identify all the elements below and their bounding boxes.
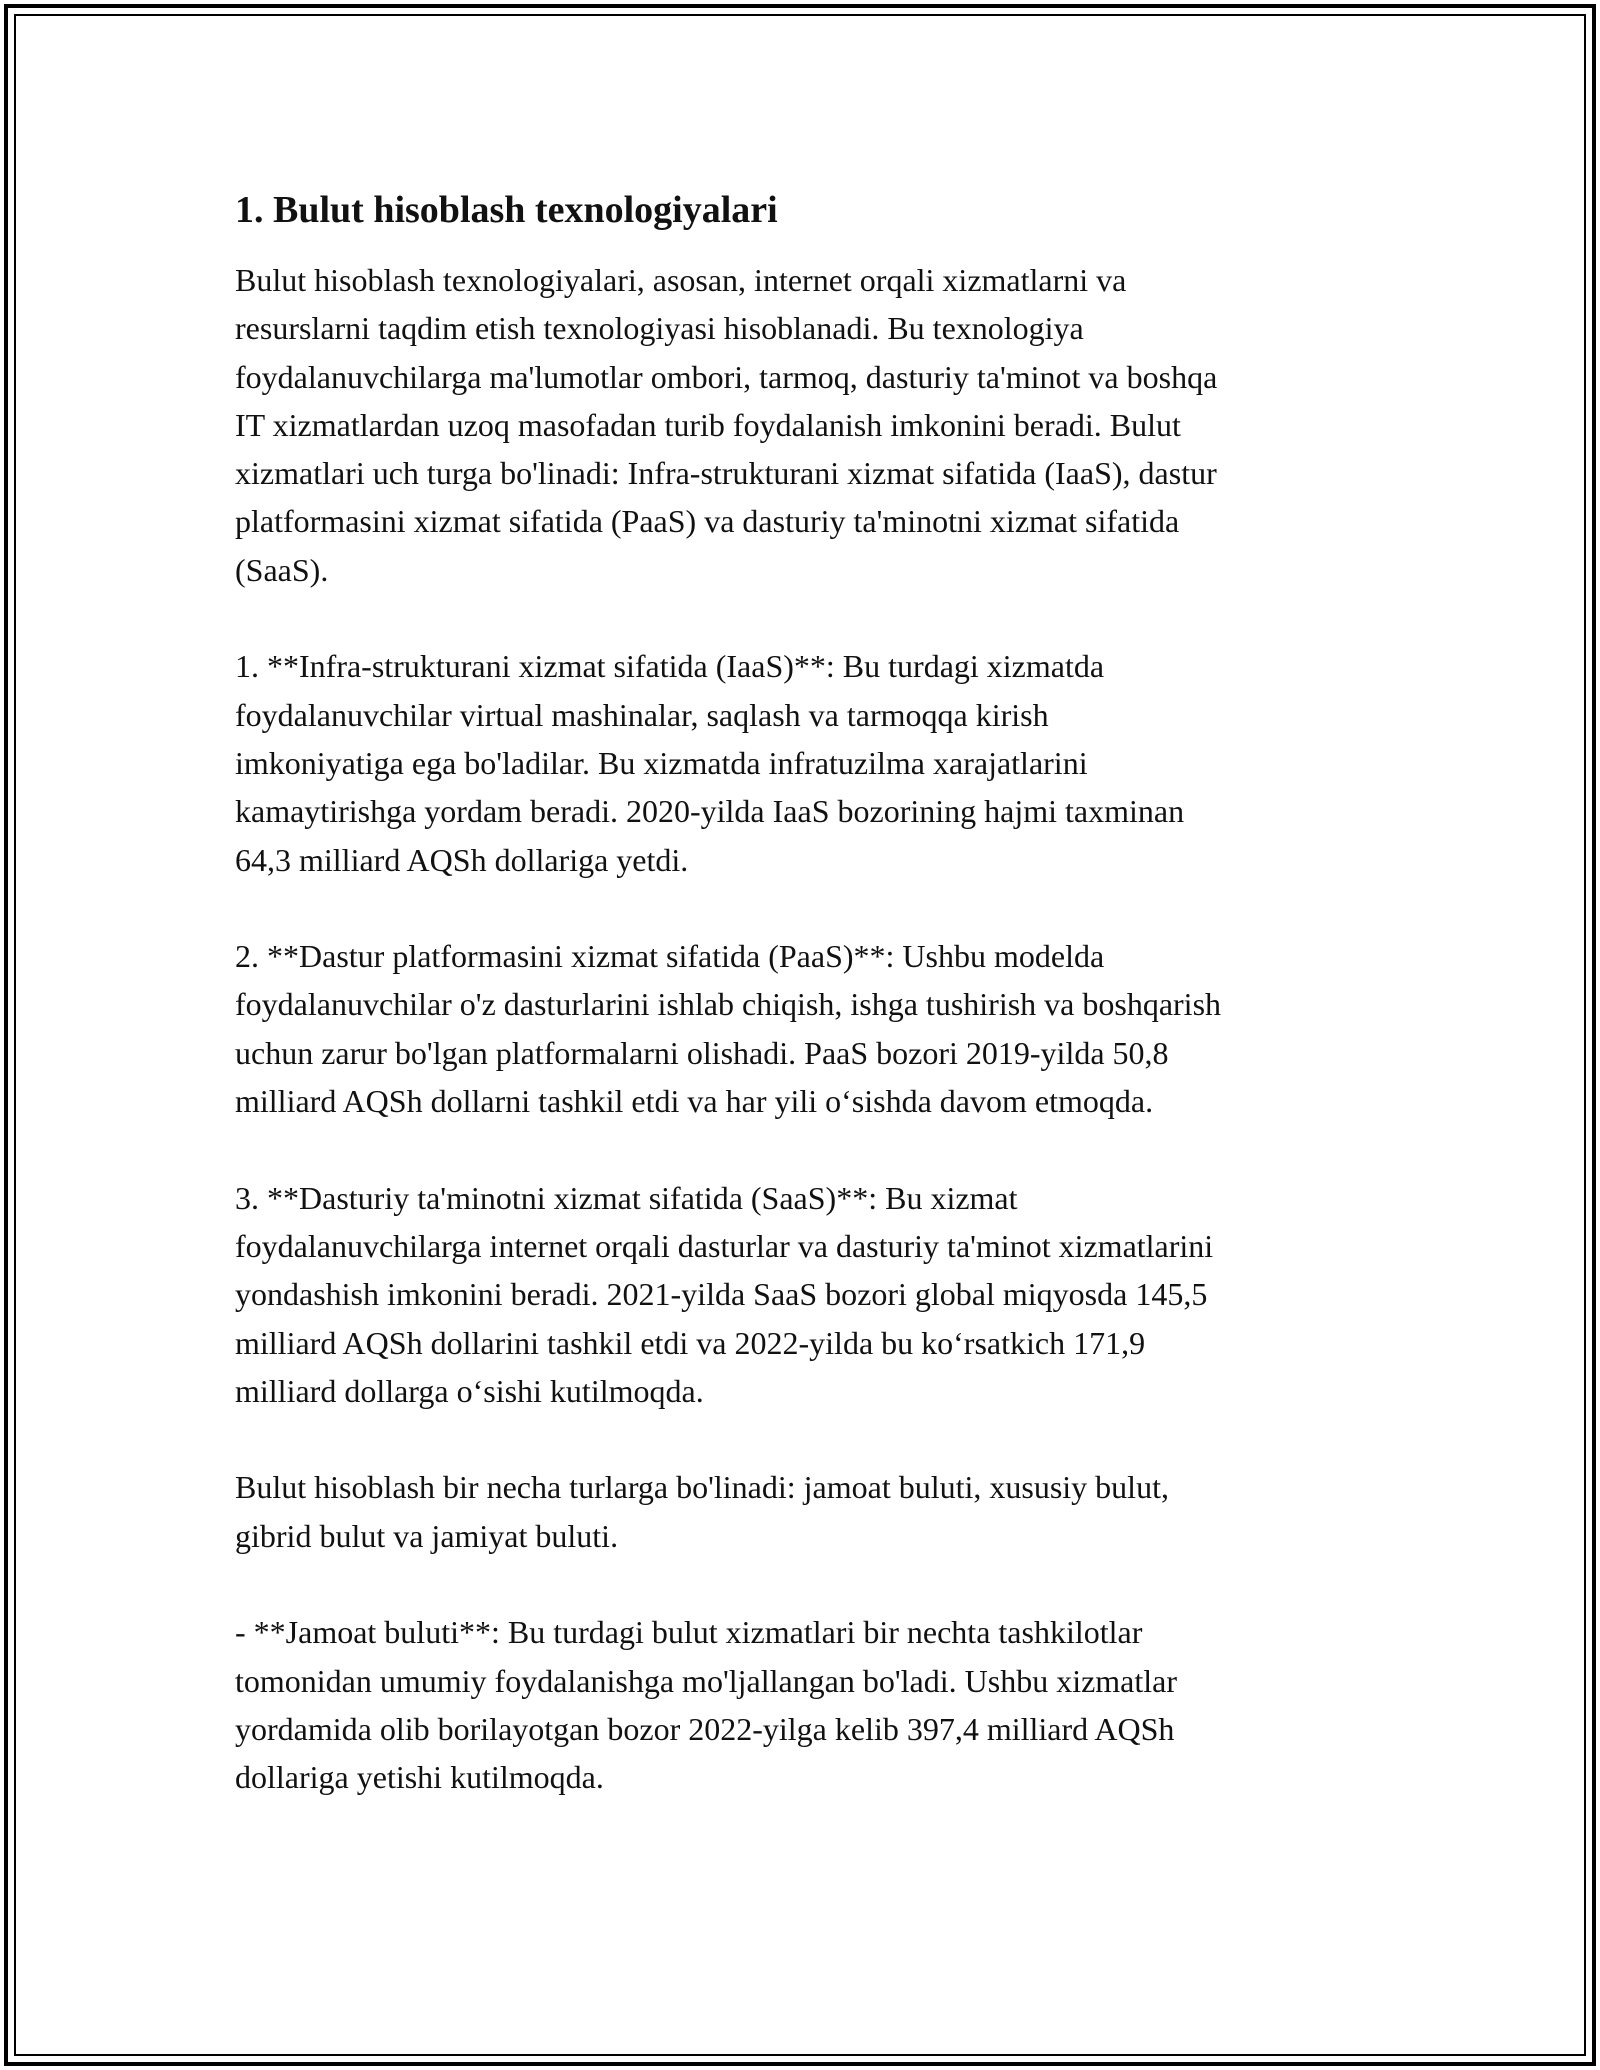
iaas-paragraph: 1. **Infra-strukturani xizmat sifatida (IaaS)**: Bu turdagi xizmatda foydalanuvchilar virtual mashinalar, saqlash va tarmoqqa kirish imkoniyatiga ega bo'ladilar. Bu xizmatda infratuzilma xarajatlarini kamaytirishga yordam beradi. 2020-yilda IaaS bozorining hajmi taxminan 64,3 milliard AQSh dollariga yetdi. [235, 648, 1185, 878]
cloud-types-paragraph: Bulut hisoblash bir necha turlarga bo'linadi: jamoat buluti, xususiy bulut, gibrid bulut va jamiyat buluti. [235, 1469, 1169, 1554]
section-title: 1. Bulut hisoblash texnologiyalari [235, 189, 778, 231]
document-body [235, 186, 1370, 1850]
public-cloud-paragraph: - **Jamoat buluti**: Bu turdagi bulut xizmatlari bir nechta tashkilotlar tomonidan umumiy foydalanishga mo'ljallangan bo'ladi. Ushbu xizmatlar yordamida olib borilayotgan bozor 2022-yilga kelib 397,4 milliard AQSh dollariga yetishi kutilmoqda. [235, 1614, 1178, 1796]
intro-paragraph: Bulut hisoblash texnologiyalari, asosan, internet orqali xizmatlarni va resurslarni taqdim etish texnologiyasi hisoblanadi. Bu texnologiya foydalanuvchilarga ma'lumotlar ombori, tarmoq, dasturiy ta'minot va boshqa IT xizmatlardan uzoq masofadan turib foydalanish imkonini beradi. Bulut xizmatlari uch turga bo'linadi: Infra-strukturani xizmat sifatida (IaaS), dastur platformasini xizmat sifatida (PaaS) va dasturiy ta'minotni xizmat sifatida (SaaS). [235, 262, 1218, 588]
saas-paragraph: 3. **Dasturiy ta'minotni xizmat sifatida (SaaS)**: Bu xizmat foydalanuvchilarga internet orqali dasturlar va dasturiy ta'minot xizmatlarini yondashish imkonini beradi. 2021-yilda SaaS bozori global miqyosda 145,5 milliard AQSh dollarini tashkil etdi va 2022-yilda bu ko‘rsatkich 171,9 milliard dollarga o‘sishi kutilmoqda. [235, 1179, 1214, 1409]
paas-paragraph: 2. **Dastur platformasini xizmat sifatida (PaaS)**: Ushbu modelda foydalanuvchilar o'z dasturlarini ishlab chiqish, ishga tushirish va boshqarish uchun zarur bo'lgan platformalarni olishadi. PaaS bozori 2019-yilda 50,8 milliard AQSh dollarni tashkil etdi va har yili o‘sishda davom etmoqda. [235, 938, 1222, 1120]
